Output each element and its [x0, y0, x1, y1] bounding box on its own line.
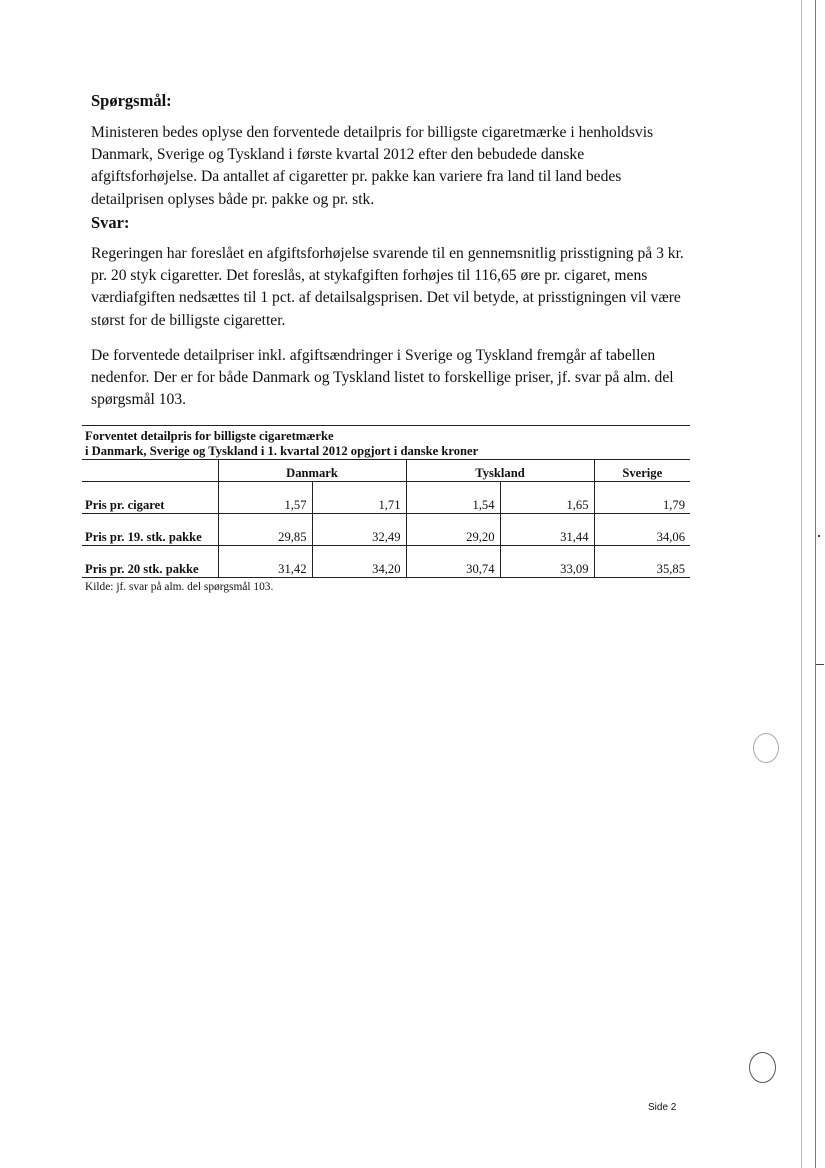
question-heading: Spørgsmål: — [91, 91, 172, 110]
table-row — [82, 514, 690, 546]
table-header-row — [82, 460, 690, 482]
header-danmark: Danmark — [218, 460, 406, 482]
table-cell: 29,85 — [218, 514, 312, 546]
answer-heading: Svar: — [91, 213, 130, 232]
table-title — [82, 425, 690, 459]
header-sverige: Sverige — [594, 460, 690, 482]
table-title-line-2: i Danmark, Sverige og Tyskland i 1. kvartal 2012 opgjort i danske kroner — [85, 444, 479, 458]
scan-speck — [818, 535, 820, 537]
table-cell: 34,06 — [594, 514, 690, 546]
header-blank-cell — [82, 460, 218, 482]
table-cell: 30,74 — [406, 546, 500, 578]
price-table — [82, 425, 690, 593]
table-cell: 29,20 — [406, 514, 500, 546]
table-title-line-1: Forventet detailpris for billigste cigaretmærke — [85, 429, 334, 443]
punch-hole-top — [753, 733, 779, 763]
table-cell: 34,20 — [312, 546, 406, 578]
scan-speck — [816, 664, 824, 665]
question-text: Ministeren bedes oplyse den forventede detailpris for billigste cigaretmærke i henholdsvis Danmark, Sverige og Tyskland i første kvartal 2012 efter den bebudede danske afgiftsforhøjelse. Da antallet af cigaretter pr. pakke kan variere fra land til land bedes detailprisen oplyses både pr. pakke og pr. stk. — [91, 124, 654, 208]
scan-edge-line — [801, 0, 802, 1168]
row-label: Pris pr. cigaret — [82, 482, 218, 514]
table-cell: 1,65 — [500, 482, 594, 514]
table-cell: 1,79 — [594, 482, 690, 514]
table-cell: 31,42 — [218, 546, 312, 578]
table-cell: 32,49 — [312, 514, 406, 546]
table-cell: 1,71 — [312, 482, 406, 514]
table-cell: 35,85 — [594, 546, 690, 578]
answer-paragraph-2: De forventede detailpriser inkl. afgiftsændringer i Sverige og Tyskland fremgår af tabellen nedenfor. Der er for både Danmark og Tyskland listet to forskellige priser, jf. svar på alm. del spørgsmål 103. — [91, 347, 674, 409]
punch-hole-bottom — [749, 1052, 776, 1083]
table-cell: 1,54 — [406, 482, 500, 514]
scan-edge-line — [815, 0, 816, 1168]
table-cell: 33,09 — [500, 546, 594, 578]
page-number: Side 2 — [648, 1102, 677, 1113]
table-grid — [82, 459, 690, 578]
table-row — [82, 546, 690, 578]
row-label: Pris pr. 20 stk. pakke — [82, 546, 218, 578]
table-row — [82, 482, 690, 514]
table-source: Kilde: jf. svar på alm. del spørgsmål 103. — [85, 581, 274, 593]
header-tyskland: Tyskland — [406, 460, 594, 482]
table-cell: 1,57 — [218, 482, 312, 514]
row-label: Pris pr. 19. stk. pakke — [82, 514, 218, 546]
table-cell: 31,44 — [500, 514, 594, 546]
answer-paragraph-1: Regeringen har foreslået en afgiftsforhøjelse svarende til en gennemsnitlig prisstigning på 3 kr. pr. 20 styk cigaretter. Det foreslås, at stykafgiften forhøjes til 116,65 øre pr. cigaret, mens værdiafgiften nedsættes til 1 pct. af detailsalgsprisen. Det vil betyde, at prisstigningen vil være størst for de billigste cigaretter. — [91, 245, 684, 329]
